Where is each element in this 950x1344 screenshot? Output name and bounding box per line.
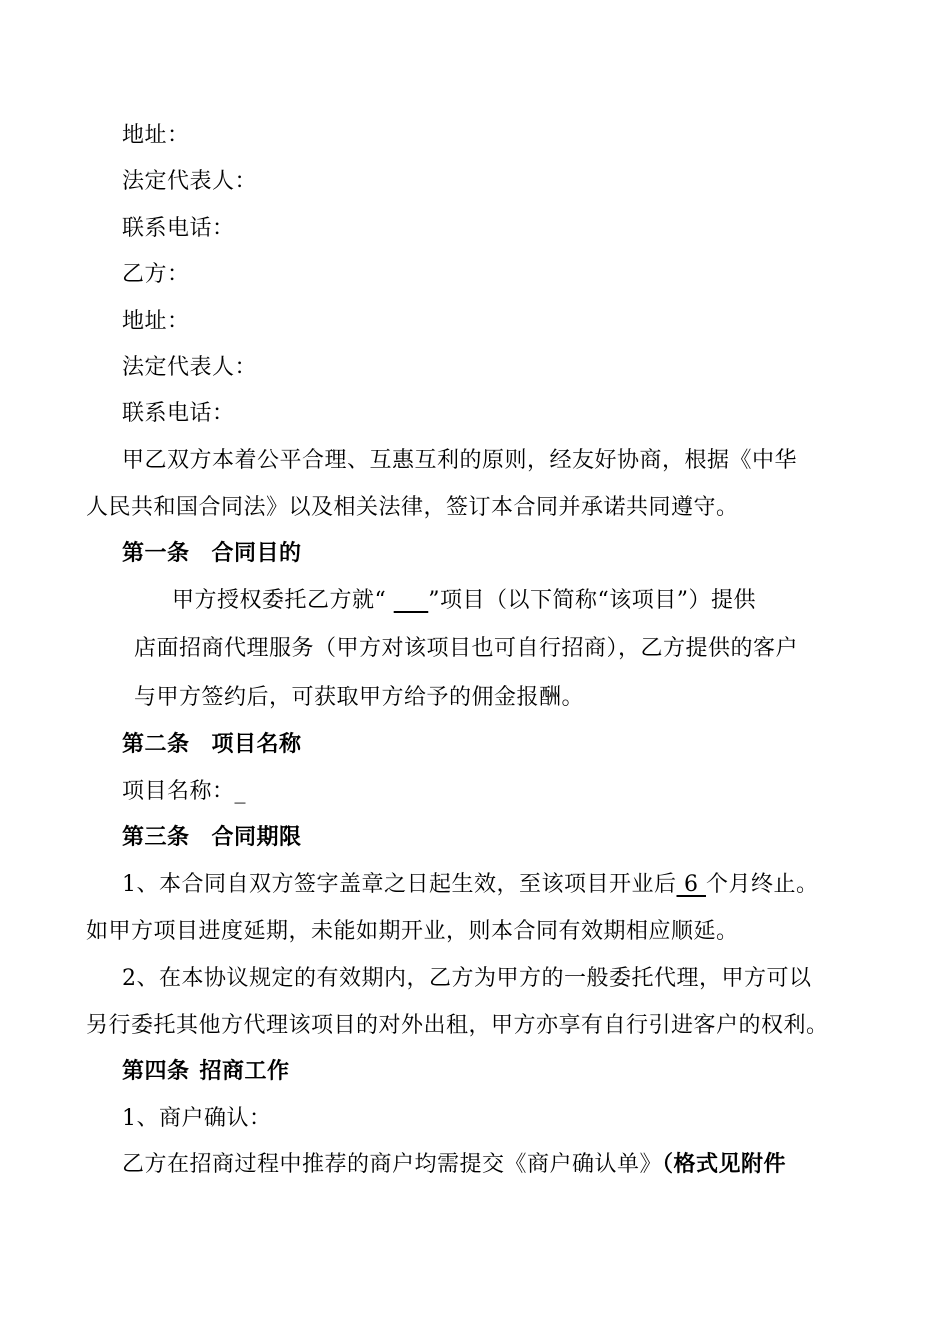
article-1-line-1-post: ”项目（以下简称“该项目”）提供 (428, 588, 756, 613)
article-4-line-1-pre: 乙方在招商过程中推荐的商户均需提交《商户确认单》 (122, 1152, 663, 1177)
party-b-legal-rep-label: 法定代表人： (122, 355, 258, 380)
article-1-line-1 (172, 586, 756, 616)
party-b-title: 乙方： (122, 262, 190, 287)
article-2-title: 项目名称 (211, 732, 302, 757)
project-name-value-blank: _ (234, 779, 247, 804)
article-2-number: 第二条 (122, 732, 190, 757)
article-1-line-1-pre: 甲方授权委托乙方就“ (172, 588, 394, 613)
article-4-title: 招商工作 (199, 1059, 290, 1084)
party-a-phone-label: 联系电话： (122, 216, 235, 241)
project-name-blank: ___ (393, 588, 429, 613)
article-1-heading (122, 539, 302, 569)
article-4-line-1 (122, 1150, 786, 1180)
article-3-p1-line-1-post: 个月终止。 (705, 872, 819, 897)
contract-months-value: 6 (676, 872, 706, 897)
article-1-line-3: 与甲方签约后，可获取甲方给予的佣金报酬。 (134, 685, 585, 710)
article-3-p1-line-2: 如甲方项目进度延期，未能如期开业，则本合同有效期相应顺延。 (86, 919, 739, 944)
article-1-number: 第一条 (122, 541, 190, 566)
article-4-line-1-bold: （格式见附件 (662, 1152, 787, 1177)
article-2-heading (122, 730, 302, 760)
party-b-phone-label: 联系电话： (122, 401, 235, 426)
article-4-item-1: 1、商户确认： (122, 1106, 272, 1131)
article-3-heading (122, 823, 302, 853)
article-3-title: 合同期限 (211, 825, 302, 850)
article-3-p2-line-2: 另行委托其他方代理该项目的对外出租，甲方亦享有自行引进客户的权利。 (86, 1013, 829, 1038)
article-3-p1-line-1-pre: 1、本合同自双方签字盖章之日起生效，至该项目开业后 (122, 872, 677, 897)
party-a-address-label: 地址： (122, 123, 190, 148)
article-1-line-2: 店面招商代理服务（甲方对该项目也可自行招商），乙方提供的客户 (134, 636, 799, 661)
project-name-label: 项目名称： (122, 779, 235, 804)
preamble-line-2: 人民共和国合同法》以及相关法律，签订本合同并承诺共同遵守。 (86, 495, 739, 520)
article-3-p2-line-1: 2、在本协议规定的有效期内，乙方为甲方的一般委托代理，甲方可以 (122, 966, 812, 991)
party-a-legal-rep-label: 法定代表人： (122, 169, 258, 194)
party-b-address-label: 地址： (122, 309, 190, 334)
article-3-number: 第三条 (122, 825, 190, 850)
article-4-number: 第四条 (122, 1059, 190, 1084)
article-4-heading (122, 1057, 290, 1087)
project-name-field (122, 777, 246, 807)
article-3-p1-line-1 (122, 870, 819, 900)
preamble-line-1: 甲乙双方本着公平合理、互惠互利的原则，经友好协商，根据《中华 (122, 448, 798, 473)
article-1-title: 合同目的 (211, 541, 302, 566)
